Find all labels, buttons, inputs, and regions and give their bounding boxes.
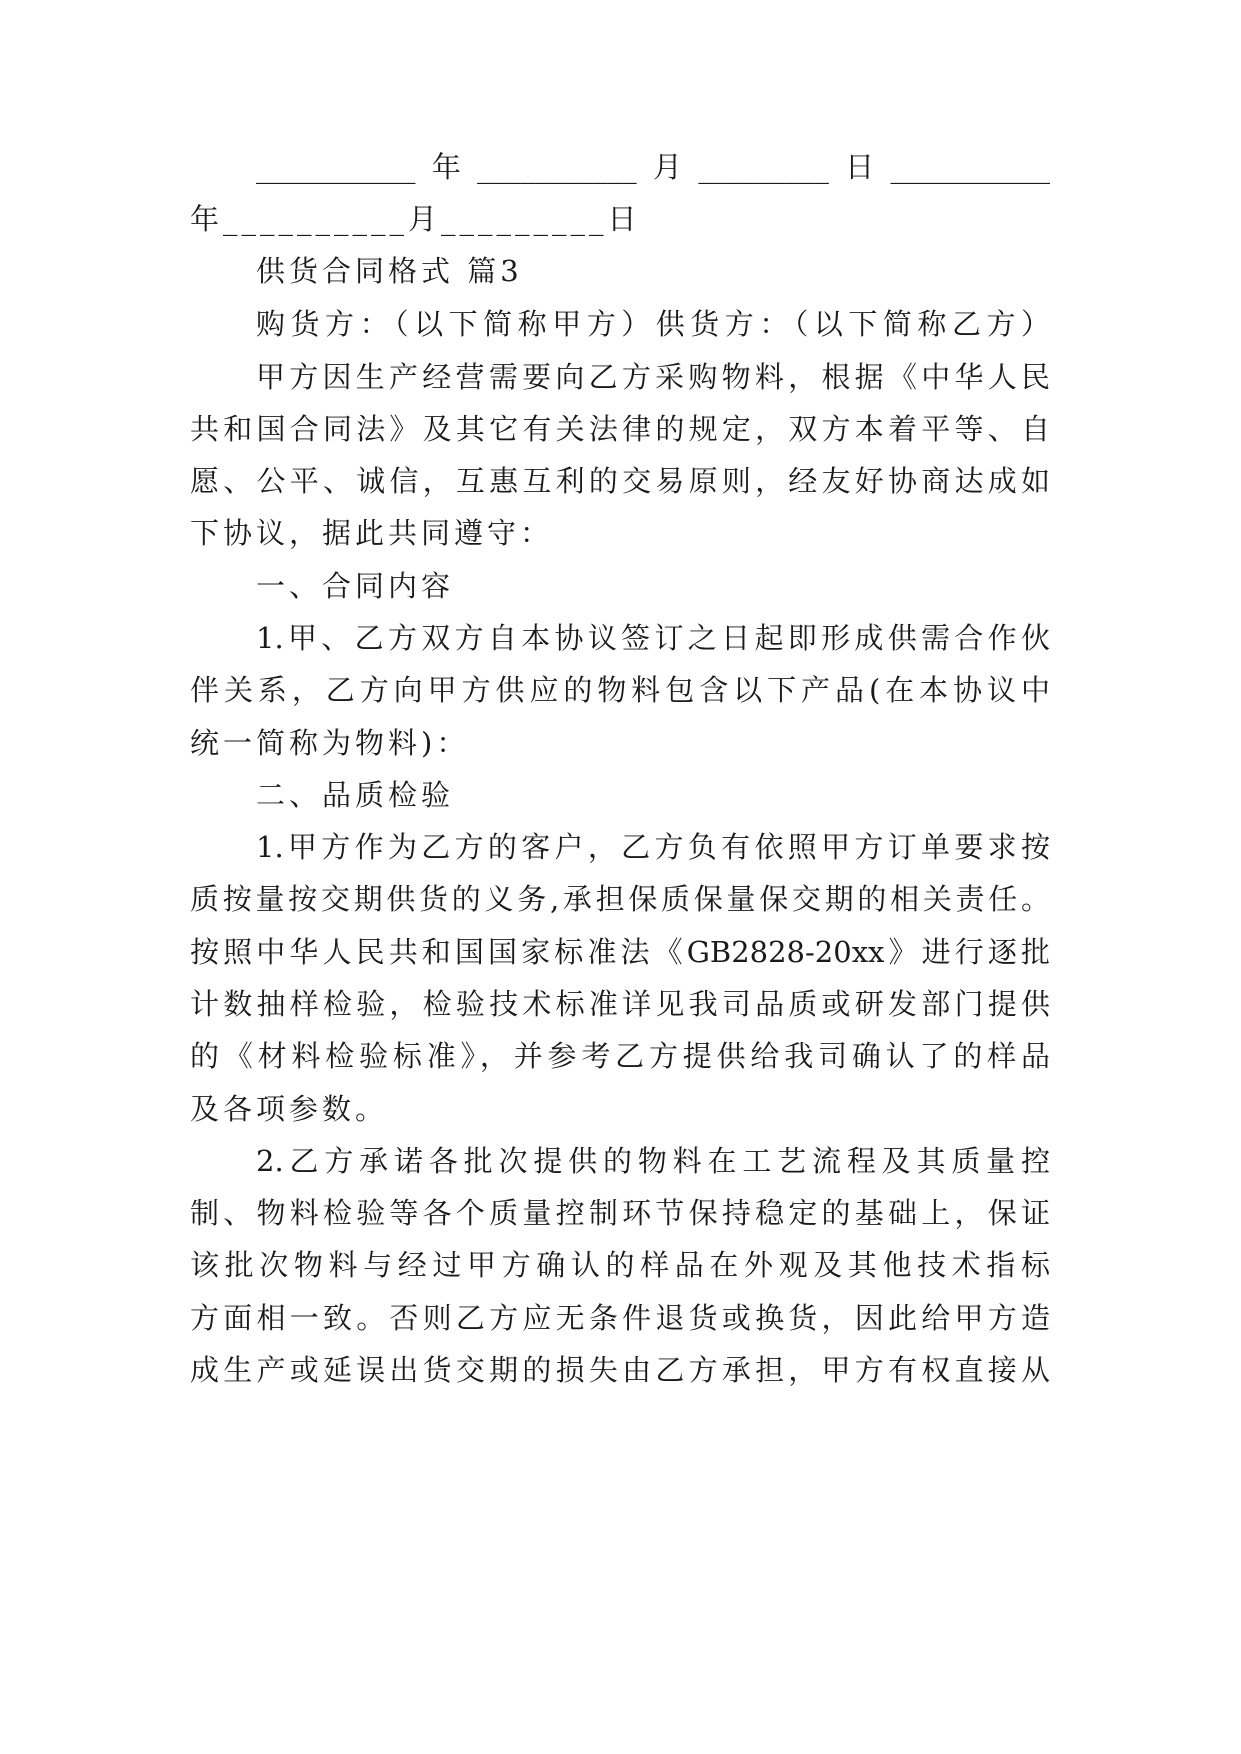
section-title: 供货合同格式 篇3 [256,254,523,288]
paragraph-line: 计数抽样检验，检验技术标准详见我司品质或研发部门提供 [190,987,1050,1021]
parties-line: 购货方：（以下简称甲方）供货方：（以下简称乙方） [256,307,1050,341]
paragraph-line: 共和国合同法》及其它有关法律的规定，双方本着平等、自 [190,412,1050,446]
section-heading: 一、合同内容 [256,569,455,603]
paragraph-line: 愿、公平、诚信，互惠互利的交易原则，经友好协商达成如 [190,464,1050,498]
paragraph-line: 及各项参数。 [190,1092,389,1126]
paragraph-line: 下协议，据此共同遵守： [190,516,554,550]
paragraph-line: 1.甲、乙方双方自本协议签订之日起即形成供需合作伙 [256,621,1050,655]
paragraph-line: 质按量按交期供货的义务,承担保质保量保交期的相关责任。 [190,882,1050,916]
paragraph-line: 该批次物料与经过甲方确认的样品在外观及其他技术指标 [190,1248,1050,1282]
paragraph-line: 的《材料检验标准》，并参考乙方提供给我司确认了的样品 [190,1039,1050,1073]
date-line: 年__________月_________日 [190,202,641,236]
paragraph-line: 甲方因生产经营需要向乙方采购物料，根据《中华人民 [256,360,1050,394]
paragraph-line: 统一简称为物料)： [190,726,470,760]
paragraph-line: 伴关系，乙方向甲方供应的物料包含以下产品(在本协议中 [190,673,1050,707]
paragraph-line: 2.乙方承诺各批次提供的物料在工艺流程及其质量控 [256,1144,1050,1178]
paragraph-line: 按照中华人民共和国国家标准法《GB2828-20xx》进行逐批 [190,935,1050,969]
section-heading: 二、品质检验 [256,778,455,812]
paragraph-line: 方面相一致。否则乙方应无条件退货或换货，因此给甲方造 [190,1301,1050,1335]
paragraph-line: 制、物料检验等各个质量控制环节保持稳定的基础上，保证 [190,1196,1050,1230]
paragraph-line: 成生产或延误出货交期的损失由乙方承担，甲方有权直接从 [190,1353,1050,1387]
date-line: ___________年___________月_________日___________ [256,150,1050,184]
paragraph-line: 1.甲方作为乙方的客户，乙方负有依照甲方订单要求按 [256,830,1050,864]
